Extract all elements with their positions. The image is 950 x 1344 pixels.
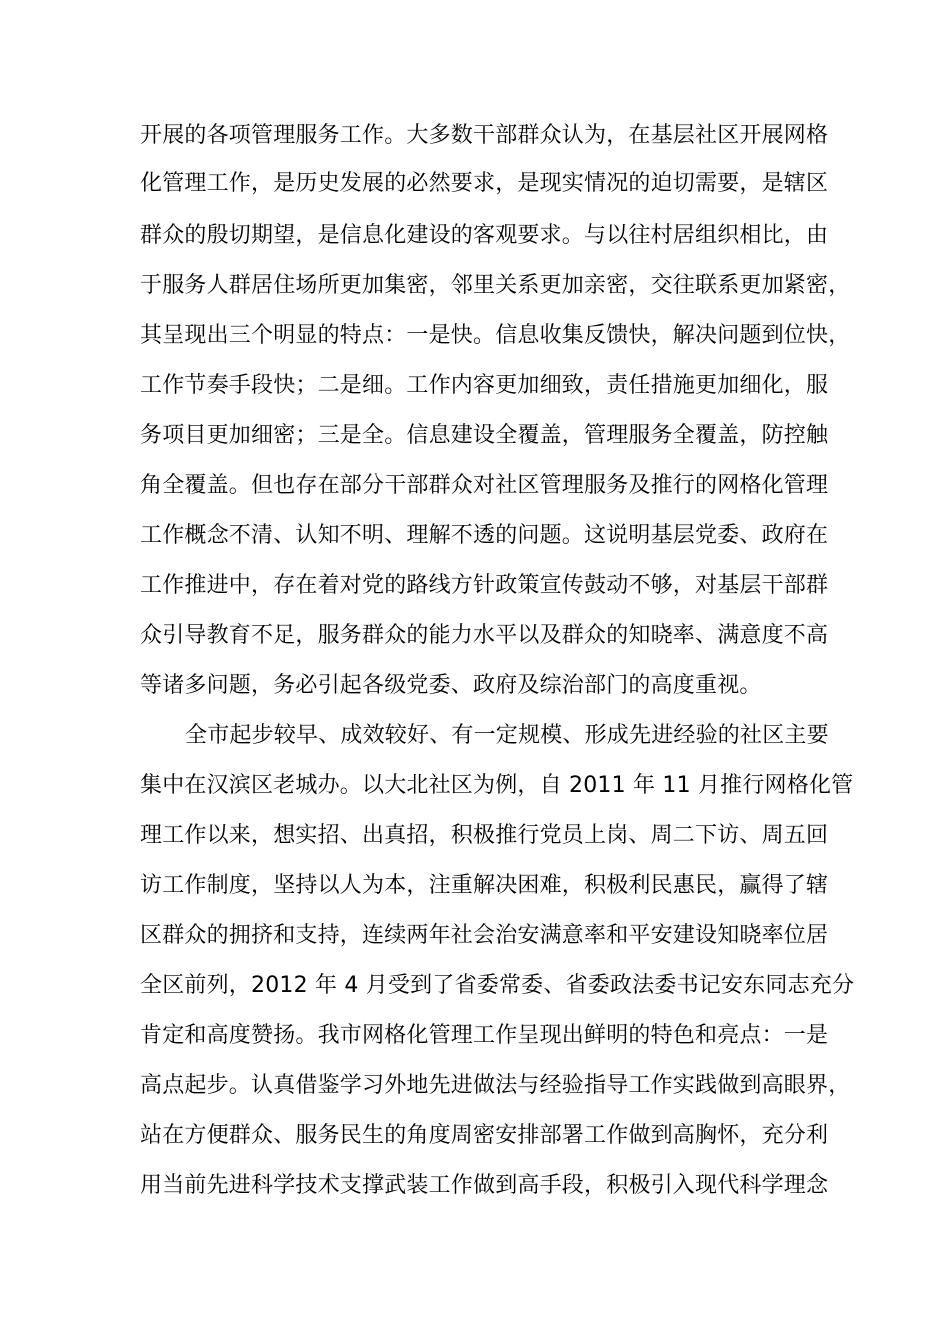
- paragraph-first-line: 全市起步较早、成效较好、有一定规模、形成先进经验的社区主要: [185, 723, 829, 748]
- text-line: 群众的殷切期望，是信息化建设的客观要求。与以往村居组织相比，由: [140, 223, 829, 248]
- text-line: 集中在汉滨区老城办。以大北社区为例，自 2011 年 11 月推行网格化管: [140, 773, 854, 798]
- text-line: 于服务人群居住场所更加集密，邻里关系更加亲密，交往联系更加紧密，: [140, 273, 851, 298]
- text-line: 区群众的拥挤和支持，连续两年社会治安满意率和平安建设知晓率位居: [140, 923, 829, 948]
- text-line: 高点起步。认真借鉴学习外地先进做法与经验指导工作实践做到高眼界，: [140, 1073, 851, 1098]
- text-line: 角全覆盖。但也存在部分干部群众对社区管理服务及推行的网格化管理: [140, 473, 829, 498]
- text-line: 工作推进中，存在着对党的路线方针政策宣传鼓动不够，对基层干部群: [140, 573, 829, 598]
- text-line: 理工作以来，想实招、出真招，积极推行党员上岗、周二下访、周五回: [140, 823, 829, 848]
- text-line: 开展的各项管理服务工作。大多数干部群众认为，在基层社区开展网格: [140, 123, 829, 148]
- text-line: 其呈现出三个明显的特点：一是快。信息收集反馈快，解决问题到位快，: [140, 323, 851, 348]
- text-line: 访工作制度，坚持以人为本，注重解决困难，积极利民惠民，赢得了辖: [140, 873, 829, 898]
- text-line: 肯定和高度赞扬。我市网格化管理工作呈现出鲜明的特色和亮点：一是: [140, 1023, 829, 1048]
- text-line: 众引导教育不足，服务群众的能力水平以及群众的知晓率、满意度不高: [140, 623, 829, 648]
- text-line: 用当前先进科学技术支撑武装工作做到高手段，积极引入现代科学理念: [140, 1173, 829, 1198]
- text-line: 化管理工作，是历史发展的必然要求，是现实情况的迫切需要，是辖区: [140, 171, 829, 196]
- text-line: 站在方便群众、服务民生的角度周密安排部署工作做到高胸怀，充分利: [140, 1123, 829, 1148]
- text-line: 务项目更加细密；三是全。信息建设全覆盖，管理服务全覆盖，防控触: [140, 423, 829, 448]
- text-line: 全区前列，2012 年 4 月受到了省委常委、省委政法委书记安东同志充分: [140, 973, 855, 998]
- text-line: 工作节奏手段快；二是细。工作内容更加细致，责任措施更加细化，服: [140, 373, 829, 398]
- text-line: 等诸多问题，务必引起各级党委、政府及综治部门的高度重视。: [140, 673, 762, 698]
- text-line: 工作概念不清、认知不明、理解不透的问题。这说明基层党委、政府在: [140, 523, 829, 548]
